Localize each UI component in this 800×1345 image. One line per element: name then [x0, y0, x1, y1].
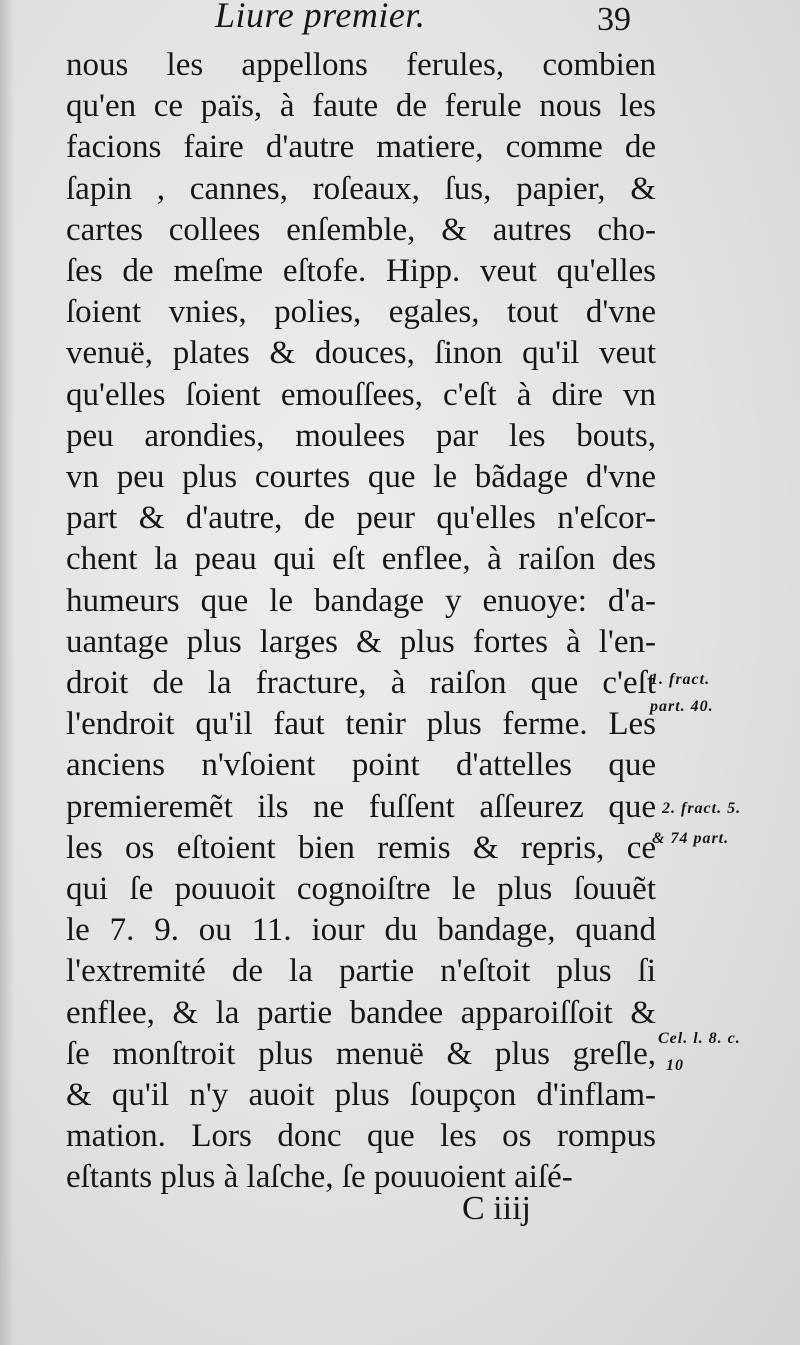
margin-note: Cel. l. 8. c.	[658, 1030, 741, 1047]
text-line: enflee, & la partie bandee apparoiſſoit &	[66, 994, 656, 1031]
page-number: 39	[597, 1, 631, 38]
text-line: mation. Lors donc que les os rompus	[66, 1118, 656, 1155]
signature-mark: C iiij	[462, 1190, 531, 1227]
text-line: peu arondies, moulees par les bouts,	[66, 417, 656, 454]
body-text	[66, 45, 656, 1199]
text-line: l'endroit qu'il faut tenir plus ferme. Les	[66, 706, 656, 743]
text-line: les os eſtoient bien remis & repris, ce	[66, 829, 656, 866]
text-line: qu'en ce païs, à faute de ferule nous les	[66, 88, 656, 125]
margin-note: part. 40.	[650, 698, 714, 715]
text-line: ſoient vnies, polies, egales, tout d'vne	[66, 294, 656, 331]
text-line: ſes de meſme eſtofe. Hipp. veut qu'elles	[66, 253, 656, 290]
margin-note: 2. fract. 5.	[662, 800, 742, 817]
text-line: qui ſe pouuoit cognoiſtre le plus ſouuẽt	[66, 871, 656, 908]
page-gutter-shadow	[0, 0, 14, 1345]
running-head: Liure premier.	[215, 0, 426, 35]
text-line: nous les appellons ferules, combien	[66, 47, 656, 83]
text-line: ſapin , cannes, roſeaux, ſus, papier, &	[66, 170, 656, 207]
text-line: qu'elles ſoient emouſſees, c'eſt à dire vn	[66, 376, 656, 413]
text-line: humeurs que le bandage y enuoye: d'a-	[66, 582, 656, 619]
text-line: cartes collees enſemble, & autres cho-	[66, 211, 656, 248]
text-line: l'extremité de la partie n'eſtoit plus ſi	[66, 953, 656, 990]
text-line: ſe monſtroit plus menuë & plus greſle,	[66, 1035, 656, 1072]
margin-note: & 74 part.	[652, 830, 730, 847]
text-line: premieremẽt ils ne fuſſent aſſeurez que	[66, 788, 656, 825]
text-line: facions faire d'autre matiere, comme de	[66, 129, 656, 166]
text-line: & qu'il n'y auoit plus ſoupçon d'inflam-	[66, 1077, 656, 1114]
text-line: chent la peau qui eſt enflee, à raiſon des	[66, 541, 656, 578]
text-line: vn peu plus courtes que le bãdage d'vne	[66, 459, 656, 496]
margin-note: 10	[666, 1057, 684, 1074]
text-line: droit de la fracture, à raiſon que c'eſt	[66, 665, 656, 702]
text-line: anciens n'vſoient point d'attelles que	[66, 747, 656, 784]
text-line: eſtants plus à laſche, ſe pouuoient aiſé-	[66, 1159, 573, 1196]
text-line: le 7. 9. ou 11. iour du bandage, quand	[66, 912, 656, 949]
text-line: venuë, plates & douces, ſinon qu'il veut	[66, 335, 656, 372]
text-line: part & d'autre, de peur qu'elles n'eſcor-	[66, 500, 656, 537]
text-line: uantage plus larges & plus fortes à l'en-	[66, 623, 656, 660]
margin-note: 1. fract.	[650, 671, 711, 688]
